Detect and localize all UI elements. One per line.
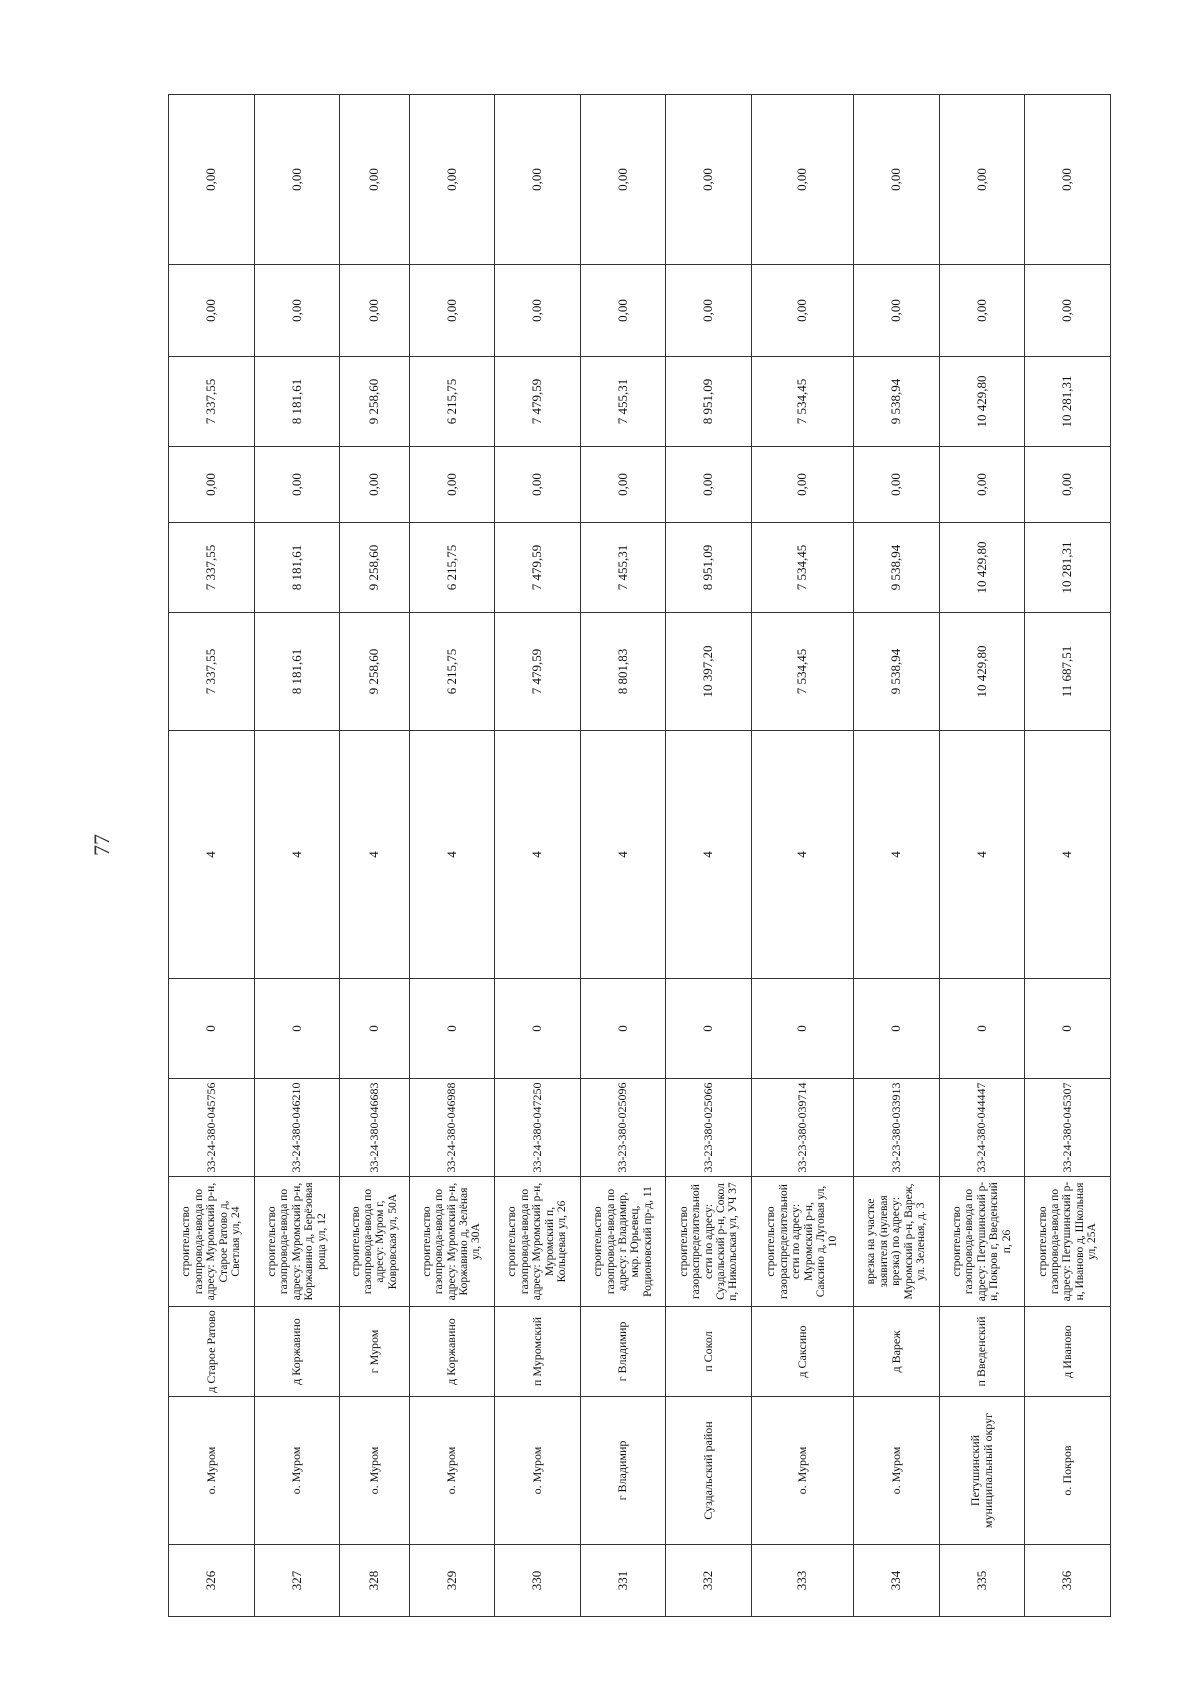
value-4-cell: 7 534,45 [752, 357, 854, 447]
value-4-cell: 7 479,59 [495, 357, 581, 447]
row-number: 334 [854, 1545, 940, 1617]
zero-value-cell: 0 [939, 979, 1025, 1079]
value-3-cell: 0,00 [495, 447, 581, 523]
value-2-cell: 6 215,75 [409, 523, 495, 613]
value-1-cell: 6 215,75 [409, 613, 495, 731]
application-code-cell: 33-23-380-039714 [752, 1079, 854, 1177]
category-cell: 4 [854, 731, 940, 979]
district-cell: Петушинский муниципальный округ [939, 1397, 1025, 1545]
value-2-cell: 10 281,31 [1025, 523, 1111, 613]
table-row [580, 95, 666, 1617]
zero-value-cell: 0 [752, 979, 854, 1079]
value-6-cell: 0,00 [939, 95, 1025, 265]
value-4-cell: 10 429,80 [939, 357, 1025, 447]
value-5-cell: 0,00 [854, 265, 940, 357]
locality-cell: д Иваново [1025, 1307, 1111, 1397]
row-number: 326 [169, 1545, 255, 1617]
zero-value-cell: 0 [169, 979, 255, 1079]
row-number: 333 [752, 1545, 854, 1617]
row-number: 328 [340, 1545, 409, 1617]
work-description-cell: строительство газопровода-ввода по адресу: Муромский р-н, Муромский п, Кольцевая ул, 26 [495, 1177, 581, 1307]
work-description-cell: строительство газопровода-ввода по адресу: Муромский р-н, Коржавино д, Зелёная ул, 30А [409, 1177, 495, 1307]
page-number: 77 [89, 834, 114, 856]
category-cell: 4 [580, 731, 666, 979]
table-row [495, 95, 581, 1617]
district-cell: о. Муром [340, 1397, 409, 1545]
table-row [666, 95, 752, 1617]
value-5-cell: 0,00 [939, 265, 1025, 357]
zero-value-cell: 0 [340, 979, 409, 1079]
district-cell: о. Муром [854, 1397, 940, 1545]
value-6-cell: 0,00 [169, 95, 255, 265]
value-1-cell: 10 429,80 [939, 613, 1025, 731]
zero-value-cell: 0 [580, 979, 666, 1079]
table-row [340, 95, 409, 1617]
category-cell: 4 [1025, 731, 1111, 979]
work-description-cell: строительство газораспределительной сети по адресу: Суздальский р-н, Сокол п, Никольская ул, УЧ 37 [666, 1177, 752, 1307]
locality-cell: п Введенский [939, 1307, 1025, 1397]
value-3-cell: 0,00 [666, 447, 752, 523]
work-description-cell: строительство газопровода-ввода по адресу: Муромский р-н, Коржавино д, Берёзовая роща ул, 12 [254, 1177, 340, 1307]
value-1-cell: 8 801,83 [580, 613, 666, 731]
locality-cell: г Муром [340, 1307, 409, 1397]
application-code-cell: 33-24-380-046210 [254, 1079, 340, 1177]
application-code-cell: 33-23-380-033913 [854, 1079, 940, 1177]
application-code-cell: 33-24-380-046988 [409, 1079, 495, 1177]
category-cell: 4 [169, 731, 255, 979]
work-description-cell: строительство газопровода-ввода по адресу: г Владимир, мкр. Юрьевец, Родионовский пр-д, 11 [580, 1177, 666, 1307]
value-5-cell: 0,00 [340, 265, 409, 357]
category-cell: 4 [254, 731, 340, 979]
district-cell: г Владимир [580, 1397, 666, 1545]
value-3-cell: 0,00 [752, 447, 854, 523]
locality-cell: д Коржавино [254, 1307, 340, 1397]
application-code-cell: 33-24-380-047250 [495, 1079, 581, 1177]
value-3-cell: 0,00 [340, 447, 409, 523]
value-4-cell: 9 538,94 [854, 357, 940, 447]
locality-cell: д Старое Ратово [169, 1307, 255, 1397]
zero-value-cell: 0 [1025, 979, 1111, 1079]
table-row [254, 95, 340, 1617]
district-cell: о. Муром [409, 1397, 495, 1545]
value-6-cell: 0,00 [752, 95, 854, 265]
value-4-cell: 9 258,60 [340, 357, 409, 447]
zero-value-cell: 0 [854, 979, 940, 1079]
table-row [752, 95, 854, 1617]
value-1-cell: 8 181,61 [254, 613, 340, 731]
work-description-cell: строительство газораспределительной сети по адресу: Муромский р-н, Саксино д, Луговая ул, 10 [752, 1177, 854, 1307]
value-3-cell: 0,00 [939, 447, 1025, 523]
table-row [1025, 95, 1111, 1617]
zero-value-cell: 0 [666, 979, 752, 1079]
value-4-cell: 8 951,09 [666, 357, 752, 447]
value-3-cell: 0,00 [409, 447, 495, 523]
value-6-cell: 0,00 [580, 95, 666, 265]
value-3-cell: 0,00 [854, 447, 940, 523]
value-5-cell: 0,00 [409, 265, 495, 357]
row-number: 330 [495, 1545, 581, 1617]
category-cell: 4 [939, 731, 1025, 979]
application-code-cell: 33-24-380-045756 [169, 1079, 255, 1177]
locality-cell: п Сокол [666, 1307, 752, 1397]
value-3-cell: 0,00 [254, 447, 340, 523]
category-cell: 4 [409, 731, 495, 979]
value-1-cell: 10 397,20 [666, 613, 752, 731]
value-2-cell: 8 181,61 [254, 523, 340, 613]
table-row [854, 95, 940, 1617]
value-3-cell: 0,00 [169, 447, 255, 523]
district-cell: о. Покров [1025, 1397, 1111, 1545]
locality-cell: п Муромский [495, 1307, 581, 1397]
application-code-cell: 33-24-380-045307 [1025, 1079, 1111, 1177]
category-cell: 4 [340, 731, 409, 979]
value-2-cell: 7 337,55 [169, 523, 255, 613]
value-1-cell: 7 337,55 [169, 613, 255, 731]
district-cell: о. Муром [169, 1397, 255, 1545]
value-1-cell: 7 479,59 [495, 613, 581, 731]
zero-value-cell: 0 [254, 979, 340, 1079]
district-cell: о. Муром [752, 1397, 854, 1545]
value-6-cell: 0,00 [854, 95, 940, 265]
value-1-cell: 7 534,45 [752, 613, 854, 731]
row-number: 332 [666, 1545, 752, 1617]
locality-cell: д Коржавино [409, 1307, 495, 1397]
district-cell: о. Муром [254, 1397, 340, 1545]
value-2-cell: 9 258,60 [340, 523, 409, 613]
value-1-cell: 9 538,94 [854, 613, 940, 731]
value-2-cell: 10 429,80 [939, 523, 1025, 613]
value-6-cell: 0,00 [495, 95, 581, 265]
locality-cell: г Владимир [580, 1307, 666, 1397]
row-number: 336 [1025, 1545, 1111, 1617]
table-row [409, 95, 495, 1617]
value-6-cell: 0,00 [666, 95, 752, 265]
value-1-cell: 11 687,51 [1025, 613, 1111, 731]
value-2-cell: 7 479,59 [495, 523, 581, 613]
value-4-cell: 7 455,31 [580, 357, 666, 447]
value-5-cell: 0,00 [666, 265, 752, 357]
value-6-cell: 0,00 [254, 95, 340, 265]
locality-cell: д Вареж [854, 1307, 940, 1397]
value-6-cell: 0,00 [409, 95, 495, 265]
row-number: 327 [254, 1545, 340, 1617]
value-4-cell: 8 181,61 [254, 357, 340, 447]
table-frame [168, 95, 1111, 1617]
category-cell: 4 [752, 731, 854, 979]
zero-value-cell: 0 [409, 979, 495, 1079]
locality-cell: д Саксино [752, 1307, 854, 1397]
application-code-cell: 33-23-380-025066 [666, 1079, 752, 1177]
value-5-cell: 0,00 [254, 265, 340, 357]
work-description-cell: врезка на участке заявителя (нулевая врезка) по адресу: Муромский р-н, Вареж, ул. Зеленая, д. 3 [854, 1177, 940, 1307]
rotated-table-wrapper [168, 95, 1111, 1617]
value-4-cell: 6 215,75 [409, 357, 495, 447]
application-code-cell: 33-23-380-025096 [580, 1079, 666, 1177]
district-cell: Суздальский район [666, 1397, 752, 1545]
value-6-cell: 0,00 [340, 95, 409, 265]
value-5-cell: 0,00 [1025, 265, 1111, 357]
work-description-cell: строительство газопровода-ввода по адресу: Петушинский р-н, Покров г, Введенский п, 26 [939, 1177, 1025, 1307]
row-number: 329 [409, 1545, 495, 1617]
value-6-cell: 0,00 [1025, 95, 1111, 265]
district-cell: о. Муром [495, 1397, 581, 1545]
data-table [168, 94, 1111, 1617]
category-cell: 4 [495, 731, 581, 979]
work-description-cell: строительство газопровода-ввода по адресу: Петушинский р-н, Иваново д, Школьная ул, 25А [1025, 1177, 1111, 1307]
table-row [169, 95, 255, 1617]
row-number: 331 [580, 1545, 666, 1617]
value-5-cell: 0,00 [752, 265, 854, 357]
value-1-cell: 9 258,60 [340, 613, 409, 731]
table-row [939, 95, 1025, 1617]
value-3-cell: 0,00 [1025, 447, 1111, 523]
value-4-cell: 7 337,55 [169, 357, 255, 447]
row-number: 335 [939, 1545, 1025, 1617]
work-description-cell: строительство газопровода-ввода по адресу: Муромский р-н, Старое Ратово д, Светлая ул, 24 [169, 1177, 255, 1307]
value-2-cell: 9 538,94 [854, 523, 940, 613]
value-2-cell: 7 534,45 [752, 523, 854, 613]
value-5-cell: 0,00 [580, 265, 666, 357]
category-cell: 4 [666, 731, 752, 979]
value-2-cell: 7 455,31 [580, 523, 666, 613]
value-5-cell: 0,00 [495, 265, 581, 357]
value-3-cell: 0,00 [580, 447, 666, 523]
work-description-cell: строительство газопровода-ввода по адресу: Муром г, Ковровская ул, 50А [340, 1177, 409, 1307]
application-code-cell: 33-24-380-046683 [340, 1079, 409, 1177]
value-2-cell: 8 951,09 [666, 523, 752, 613]
application-code-cell: 33-24-380-044447 [939, 1079, 1025, 1177]
zero-value-cell: 0 [495, 979, 581, 1079]
value-5-cell: 0,00 [169, 265, 255, 357]
value-4-cell: 10 281,31 [1025, 357, 1111, 447]
